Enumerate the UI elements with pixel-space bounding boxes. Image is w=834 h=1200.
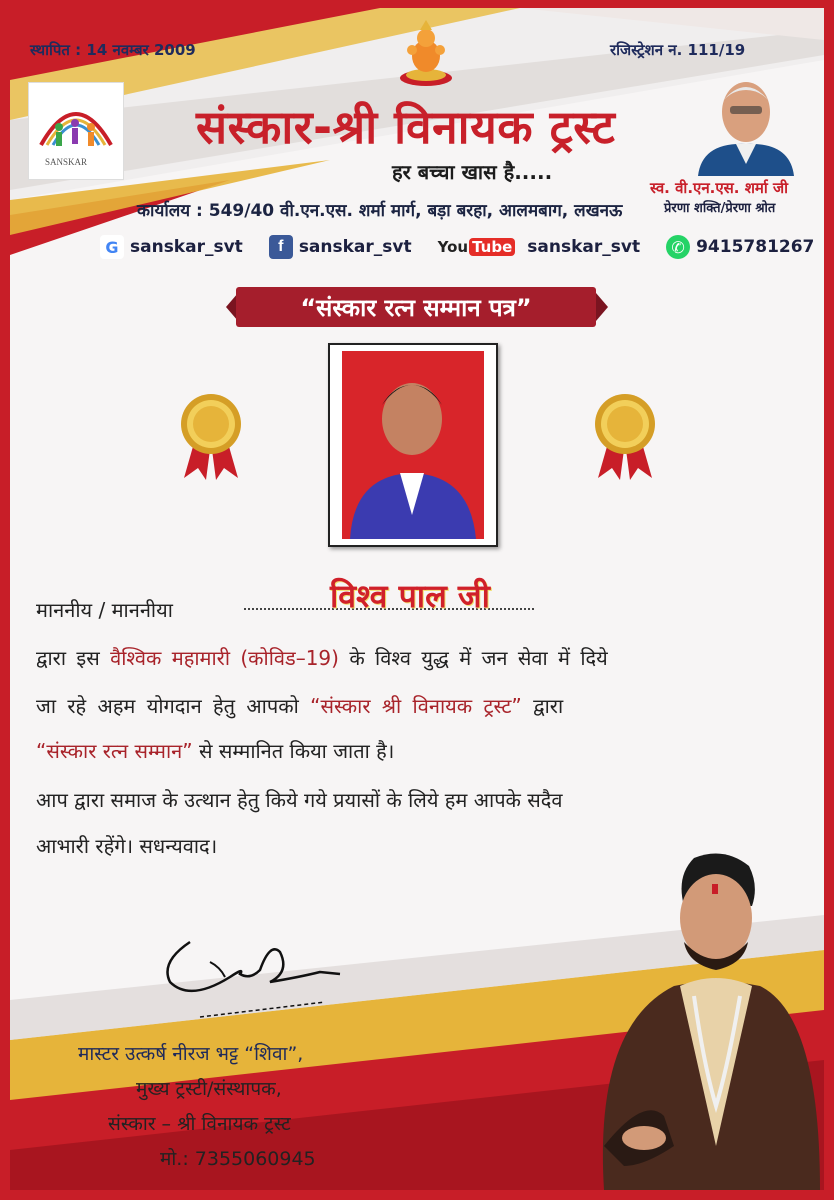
facebook-handle: sanskar_svt [298,237,412,257]
logo-text: SANSKAR [45,157,88,167]
banner-tail-right [596,293,608,321]
whatsapp-icon: ✆ [666,235,690,259]
signatory-phone: मो.: 7355060945 [160,1148,316,1170]
medal-left-icon [178,392,244,482]
recipient-photo [328,343,498,547]
body-line-1: द्वारा इस वैश्विक महामारी (कोविड–19) के विश्व युद्ध में जन सेवा में दिये [36,646,608,670]
registration-number: रजिस्ट्रेशन न. 111/19 [610,41,746,59]
signatory-name: मास्टर उत्कर्ष नीरज भट्ट “शिवा”, [78,1043,304,1065]
salutation: माननीय / माननीया [36,598,173,622]
patron-name: स्व. वी.एन.एस. शर्मा जी [650,179,788,197]
google-icon: G [100,235,124,259]
sanskar-logo [28,82,124,180]
youtube-icon: You Tube [438,238,516,256]
signatory-org: संस्कार – श्री विनायक ट्रस्ट [108,1113,291,1135]
founder-photo [584,846,824,1190]
patron-role: प्रेरणा शक्ति/प्रेरणा श्रोत [664,201,776,216]
certificate-banner: “संस्कार रत्न सम्मान पत्र” [236,287,596,327]
body-line-4: आप द्वारा समाज के उत्थान हेतु किये गये प्रयासों के लिये हम आपके सदैव [36,788,563,812]
signatory-title: मुख्य ट्रस्टी/संस्थापक, [136,1078,282,1100]
medal-right-icon [592,392,658,482]
recipient-name: विश्व पाल जी [330,577,490,615]
facebook-icon: f [269,235,293,259]
body-line-3: “संस्कार रत्न सम्मान” से सम्मानित किया जाता है। [36,739,395,763]
whatsapp-number: 9415781267 [696,237,815,257]
signature [150,922,350,1022]
body-line-2: जा रहे अहम योगदान हेतु आपको “संस्कार श्री विनायक ट्रस्ट” द्वारा [36,694,564,718]
social-row [100,232,814,262]
ganesha-emblem [398,20,454,88]
tagline: हर बच्चा खास है..... [392,160,553,184]
office-address: कार्यालय : 549/40 वी.एन.एस. शर्मा मार्ग, बड़ा बरहा, आलमबाग, लखनऊ [137,201,623,221]
patron-photo [690,72,802,176]
trust-title: संस्कार-श्री विनायक ट्रस्ट [196,100,616,154]
body-line-5: आभारी रहेंगे। सधन्यवाद। [36,834,218,858]
youtube-handle: sanskar_svt [527,237,641,257]
established-date: स्थापित : 14 नवम्बर 2009 [30,41,196,59]
google-handle: sanskar_svt [130,237,243,257]
